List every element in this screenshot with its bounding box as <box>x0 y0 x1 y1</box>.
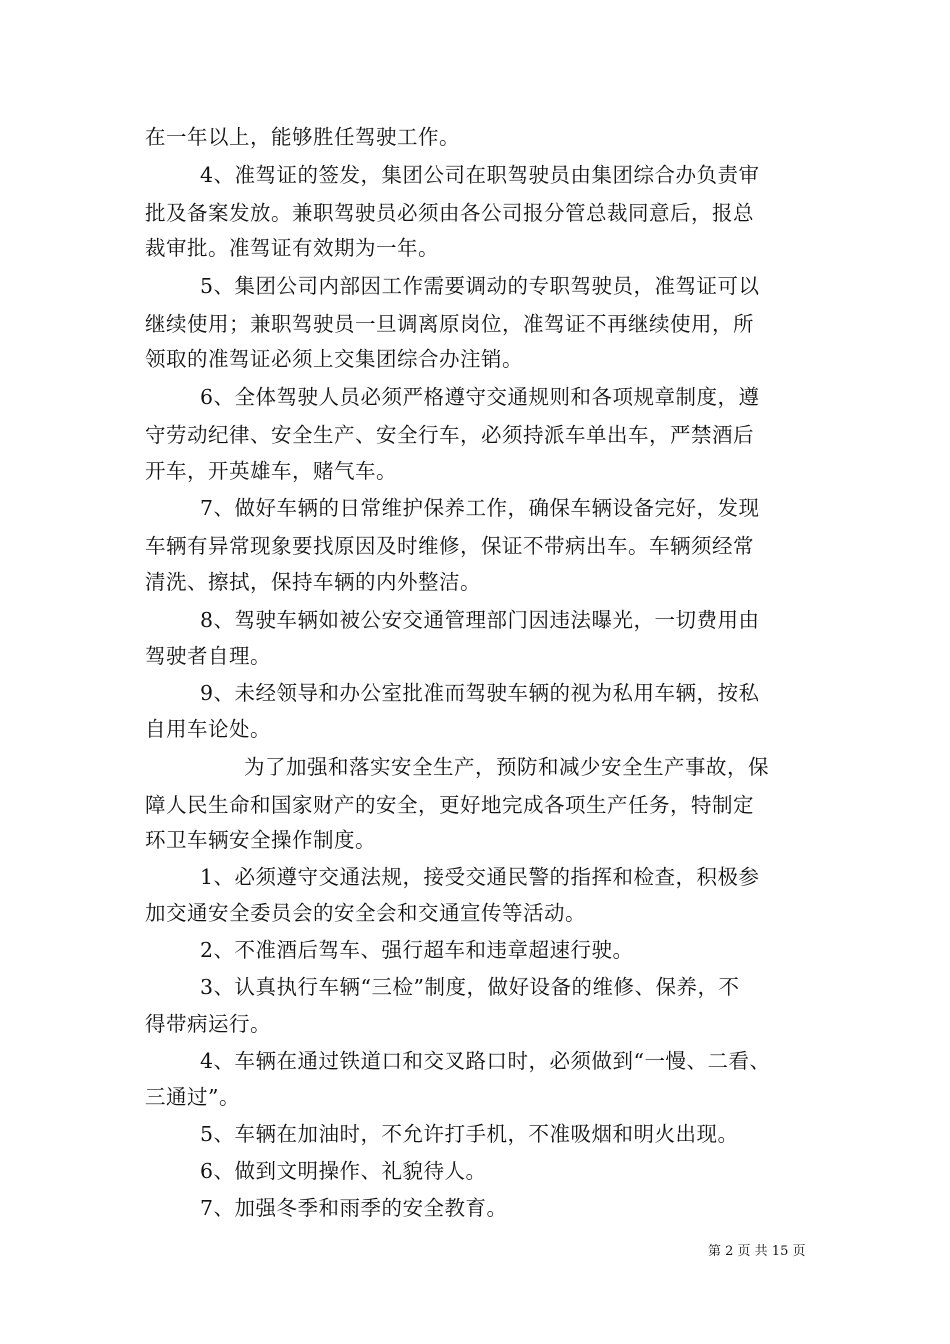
text-line: 3、认真执行车辆“三检”制度，做好设备的维修、保养，不 <box>200 975 740 999</box>
text-line: 5、集团公司内部因工作需要调动的专职驾驶员，准驾证可以 <box>200 274 760 298</box>
text-line: 环卫车辆安全操作制度。 <box>145 828 376 852</box>
text-line: 自用车论处。 <box>145 717 271 741</box>
text-line: 1、必须遵守交通法规，接受交通民警的指挥和检查，积极参 <box>200 865 760 889</box>
text-line: 继续使用；兼职驾驶员一旦调离原岗位，准驾证不再继续使用，所 <box>145 312 754 336</box>
text-line: 驾驶者自理。 <box>145 644 271 668</box>
text-line: 4、准驾证的签发，集团公司在职驾驶员由集团综合办负责审 <box>200 163 760 187</box>
text-line: 车辆有异常现象要找原因及时维修，保证不带病出车。车辆须经常 <box>145 534 754 558</box>
text-line: 障人民生命和国家财产的安全，更好地完成各项生产任务，特制定 <box>145 793 754 817</box>
text-line: 为了加强和落实安全生产，预防和减少安全生产事故，保 <box>244 755 769 779</box>
text-line: 加交通安全委员会的安全会和交通宣传等活动。 <box>145 901 586 925</box>
text-line: 开车，开英雄车，赌气车。 <box>145 459 397 483</box>
text-line: 7、加强冬季和雨季的安全教育。 <box>200 1196 508 1220</box>
text-line: 8、驾驶车辆如被公安交通管理部门因违法曝光，一切费用由 <box>200 608 760 632</box>
text-line: 4、车辆在通过铁道口和交叉路口时，必须做到“一慢、二看、 <box>200 1049 771 1073</box>
text-line: 9、未经领导和办公室批准而驾驶车辆的视为私用车辆，按私 <box>200 681 760 705</box>
text-line: 清洗、擦拭，保持车辆的内外整洁。 <box>145 570 481 594</box>
text-line: 2、不准酒后驾车、强行超车和违章超速行驶。 <box>200 938 634 962</box>
text-line: 守劳动纪律、安全生产、安全行车，必须持派车单出车，严禁酒后 <box>145 423 754 447</box>
page-number: 第 2 页 共 15 页 <box>708 1244 806 1259</box>
text-line: 6、全体驾驶人员必须严格遵守交通规则和各项规章制度，遵 <box>200 385 760 409</box>
text-line: 6、做到文明操作、礼貌待人。 <box>200 1159 487 1183</box>
text-line: 领取的准驾证必须上交集团综合办注销。 <box>145 347 523 371</box>
text-line: 裁审批。准驾证有效期为一年。 <box>145 236 439 260</box>
text-line: 得带病运行。 <box>145 1012 271 1036</box>
text-line: 批及备案发放。兼职驾驶员必须由各公司报分管总裁同意后，报总 <box>145 201 754 225</box>
text-line: 在一年以上，能够胜任驾驶工作。 <box>145 125 460 149</box>
text-line: 7、做好车辆的日常维护保养工作，确保车辆设备完好，发现 <box>200 496 760 520</box>
text-line: 5、车辆在加油时，不允许打手机，不准吸烟和明火出现。 <box>200 1122 739 1146</box>
text-line: 三通过”。 <box>145 1085 240 1109</box>
